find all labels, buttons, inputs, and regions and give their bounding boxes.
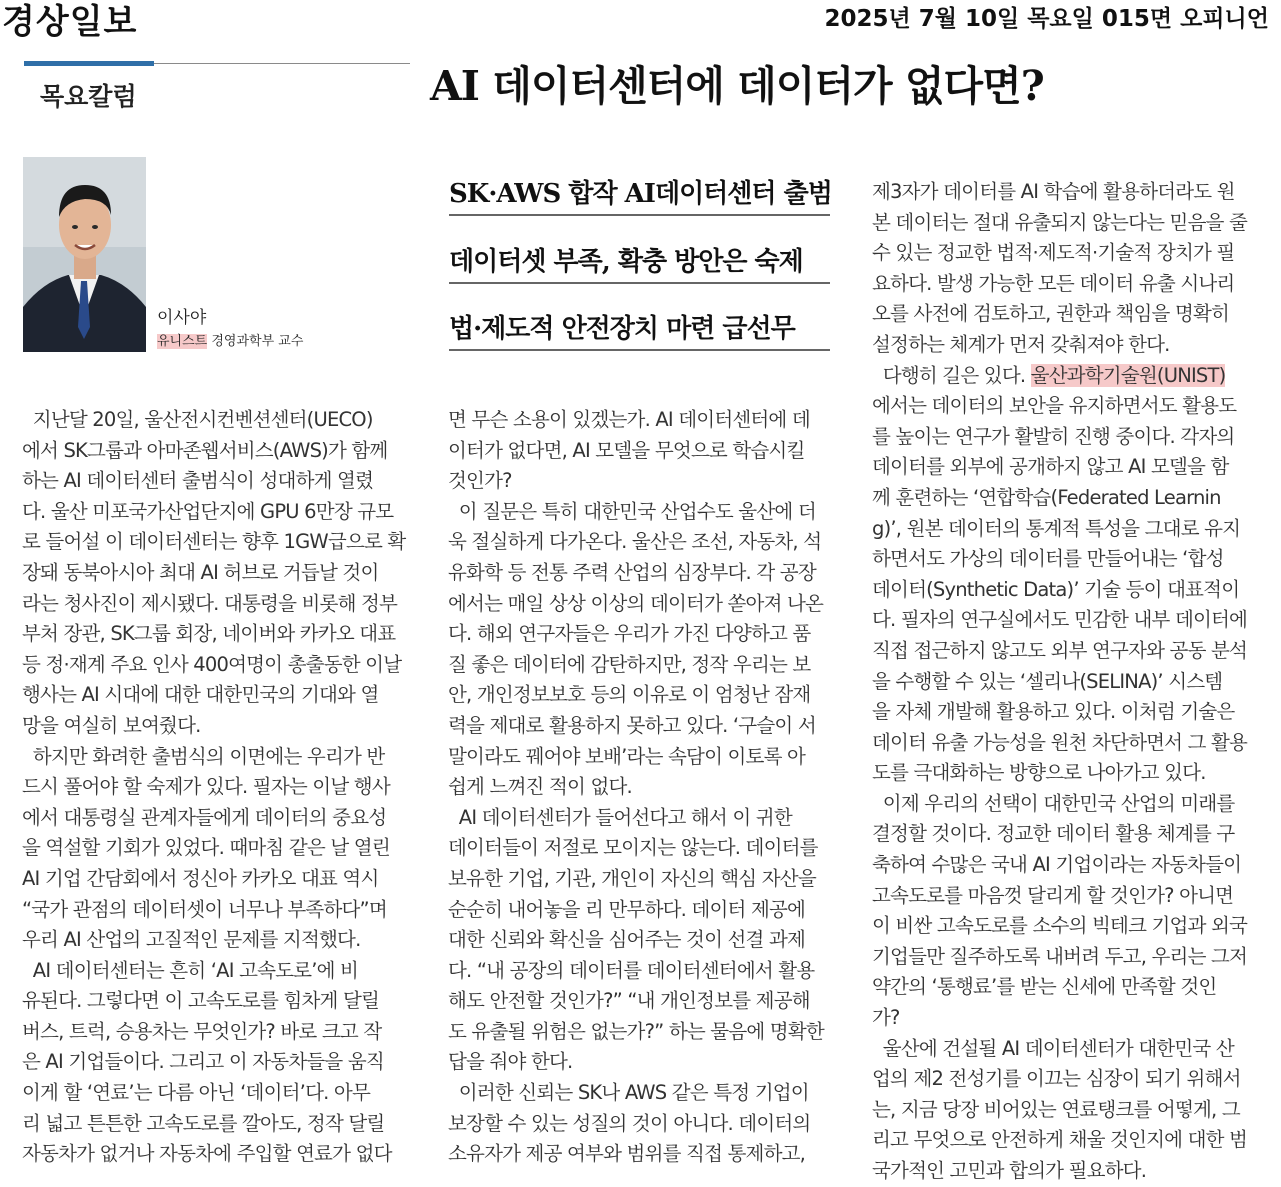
body-column-3-rest — [872, 391, 1264, 1186]
body-line: 등 정·재계 주요 인사 400여명이 총출동한 이날 — [22, 652, 402, 676]
affiliation-highlight: 유니스트 — [157, 334, 208, 349]
subhead-2: 데이터셋 부족, 확충 방안은 숙제 — [449, 247, 803, 277]
dateline: 2025년 7월 10일 목요일 015면 오피니언 — [824, 6, 1269, 32]
body-line: 유된다. 그렇다면 이 고속도로를 힘차게 달릴 — [22, 989, 380, 1013]
body-line: 하면서도 가상의 데이터를 만들어내는 ‘합성 — [872, 547, 1224, 571]
body-line: 유화학 등 전통 주력 산업의 심장부다. 각 공장 — [448, 560, 816, 584]
author-affiliation — [157, 333, 303, 351]
body-line: 고속도로를 마음껏 달리게 할 것인가? 아니면 — [872, 883, 1234, 907]
body-line: 우리 AI 산업의 고질적인 문제를 지적했다. — [22, 928, 361, 952]
body-line: 을 수행할 수 있는 ‘셀리나(SELINA)’ 시스템 — [872, 669, 1223, 693]
author-portrait-illustration — [23, 157, 146, 352]
body-line: 을 자체 개발해 활용하고 있다. 이처럼 기술은 — [872, 700, 1235, 724]
author-name: 이사야 — [157, 308, 207, 328]
body-line: 기업들만 질주하도록 내버려 두고, 우리는 그저 — [872, 944, 1248, 968]
body-line: 하지만 화려한 출범식의 이면에는 우리가 반 — [22, 744, 385, 768]
body-line: 대한 신뢰와 확신을 심어주는 것이 선결 과제 — [448, 928, 806, 952]
body-line: 이 질문은 특히 대한민국 산업수도 울산에 더 — [448, 499, 816, 523]
affiliation-text: 경영과학부 교수 — [207, 334, 304, 349]
body-column-1 — [22, 405, 414, 1170]
body-line: 데이터들이 저절로 모이지는 않는다. 데이터를 — [448, 836, 818, 860]
body-line: 이게 할 ‘연료’는 다름 아닌 ‘데이터’다. 아무 — [22, 1081, 370, 1105]
subhead-1: SK·AWS 합작 AI데이터센터 출범 — [449, 179, 832, 209]
body-line: 에서는 매일 상상 이상의 데이터가 쏟아져 나온 — [448, 591, 824, 615]
body-line: 본 데이터는 절대 유출되지 않는다는 믿음을 줄 — [872, 210, 1248, 234]
body-line: 를 높이는 연구가 활발히 진행 중이다. 각자의 — [872, 424, 1235, 448]
newspaper-masthead: 경상일보 — [2, 2, 138, 42]
body-line: 은 AI 기업들이다. 그리고 이 자동차들을 움직 — [22, 1050, 384, 1074]
body-line: 오를 사전에 검토하고, 권한과 책임을 명확히 — [872, 302, 1230, 326]
body-line: 로 들어설 이 데이터센터는 향후 1GW급으로 확 — [22, 530, 406, 554]
body-line: 안, 개인정보보호 등의 이유로 이 엄청난 잠재 — [448, 683, 811, 707]
body-line: 는, 지금 당장 비어있는 연료탱크를 어떻게, 그 — [872, 1097, 1240, 1121]
body-line: 수 있는 정교한 법적·제도적·기술적 장치가 필 — [872, 241, 1235, 265]
body-line: 결정할 것이다. 정교한 데이터 활용 체계를 구 — [872, 822, 1235, 846]
body-line: 소유자가 제공 여부와 범위를 직접 통제하고, — [448, 1142, 806, 1166]
body-line: AI 데이터센터가 들어선다고 해서 이 귀한 — [448, 805, 792, 829]
body-line: 울산에 건설될 AI 데이터센터가 대한민국 산 — [872, 1036, 1234, 1060]
body-line: 업의 제2 전성기를 이끄는 심장이 되기 위해서 — [872, 1067, 1241, 1091]
body-line: 지난달 20일, 울산전시컨벤션센터(UECO) — [22, 408, 373, 431]
body-column-3 — [872, 177, 1264, 1187]
body-line-highlighted — [872, 361, 1264, 392]
body-line: 자동차가 없거나 자동차에 주입할 연료가 없다 — [22, 1142, 392, 1166]
body-line: “국가 관점의 데이터셋이 너무나 부족하다”며 — [22, 897, 387, 921]
body-line: 다. 울산 미포국가산업단지에 GPU 6만장 규모 — [22, 499, 394, 523]
body-line: 도를 극대화하는 방향으로 나아가고 있다. — [872, 761, 1206, 785]
body-line: 답을 줘야 한다. — [448, 1050, 573, 1074]
body-line: 보유한 기업, 기관, 개인이 자신의 핵심 자산을 — [448, 866, 816, 890]
body-line: 약간의 ‘통행료’를 받는 신세에 만족할 것인 — [872, 975, 1217, 999]
body-line: 버스, 트럭, 승용차는 무엇인가? 바로 크고 작 — [22, 1019, 382, 1043]
body-line: 력을 제대로 활용하지 못하고 있다. ‘구슬이 서 — [448, 713, 816, 737]
body-line: 이 비싼 고속도로를 소수의 빅테크 기업과 외국 — [872, 914, 1248, 938]
unist-highlight: 울산과학기술원(UNIST) — [1030, 363, 1226, 387]
body-line: 보장할 수 있는 성질의 것이 아니다. 데이터의 — [448, 1111, 811, 1135]
body-line: 것인가? — [448, 469, 512, 493]
body-line: 드시 풀어야 할 숙제가 있다. 필자는 이날 행사 — [22, 775, 390, 799]
subhead-rule — [449, 282, 830, 284]
body-line: 라는 청사진이 제시됐다. 대통령을 비롯해 정부 — [22, 591, 398, 615]
body-line: 직접 접근하지 않고도 외부 연구자와 공동 분석 — [872, 638, 1248, 662]
body-column-2 — [448, 405, 840, 1170]
subhead-rule — [449, 349, 830, 351]
body-line: 에서는 데이터의 보안을 유지하면서도 활용도 — [872, 394, 1237, 418]
subhead-3: 법·제도적 안전장치 마련 급선무 — [449, 314, 795, 344]
body-line: 질 좋은 데이터에 감탄하지만, 정작 우리는 보 — [448, 652, 811, 676]
body-line: 국가적인 고민과 합의가 필요하다. — [872, 1159, 1147, 1182]
body-line: 행사는 AI 시대에 대한 대한민국의 기대와 열 — [22, 683, 379, 707]
body-line: 리 넓고 튼튼한 고속도로를 깔아도, 정작 달릴 — [22, 1111, 385, 1135]
body-line: 욱 절실하게 다가온다. 울산은 조선, 자동차, 석 — [448, 530, 822, 554]
body-line: 다. 해외 연구자들은 우리가 가진 다양하고 품 — [448, 622, 811, 646]
body-line: 이제 우리의 선택이 대한민국 산업의 미래를 — [872, 791, 1235, 815]
body-line: 축하여 수많은 국내 AI 기업이라는 자동차들이 — [872, 853, 1242, 877]
body-text: 다행히 길은 있다. — [872, 363, 1031, 387]
body-line: 이터가 없다면, AI 모델을 무엇으로 학습시킬 — [448, 438, 805, 462]
subhead-rule — [449, 214, 830, 216]
body-line: 다. 필자의 연구실에서도 민감한 내부 데이터에 — [872, 608, 1248, 632]
body-line: 을 역설할 기회가 있었다. 때마침 같은 날 열린 — [22, 836, 390, 860]
body-line: 에서 SK그룹과 아마존웹서비스(AWS)가 함께 — [22, 438, 388, 462]
body-line: 하는 AI 데이터센터 출범식이 성대하게 열렸 — [22, 469, 374, 493]
body-line: 데이터를 외부에 공개하지 않고 AI 모델을 함 — [872, 455, 1229, 479]
body-line: 데이터(Synthetic Data)’ 기술 등이 대표적이 — [872, 577, 1240, 601]
body-column-3-top — [872, 177, 1264, 361]
body-line: 데이터 유출 가능성을 원천 차단하면서 그 활용 — [872, 730, 1248, 754]
body-line: 쉽게 느껴진 적이 없다. — [448, 775, 632, 799]
body-line: 설정하는 체계가 먼저 갖춰져야 한다. — [872, 332, 1170, 356]
body-line: 에서 대통령실 관계자들에게 데이터의 중요성 — [22, 805, 387, 829]
body-line: g)’, 원본 데이터의 통계적 특성을 그대로 유지 — [872, 516, 1241, 540]
body-line: 면 무슨 소용이 있겠는가. AI 데이터센터에 데 — [448, 408, 810, 431]
column-label-accent-bar — [24, 61, 154, 66]
body-line: 도 유출될 위험은 없는가?” 하는 물음에 명확한 — [448, 1019, 824, 1043]
body-line: AI 기업 간담회에서 정신아 카카오 대표 역시 — [22, 866, 379, 890]
body-line: 요하다. 발생 가능한 모든 데이터 유출 시나리 — [872, 271, 1235, 295]
column-label: 목요칼럼 — [40, 82, 137, 111]
body-line: AI 데이터센터는 흔히 ‘AI 고속도로’에 비 — [22, 958, 359, 982]
body-line: 가? — [872, 1006, 900, 1030]
body-line: 부처 장관, SK그룹 회장, 네이버와 카카오 대표 — [22, 622, 396, 646]
article-headline: AI 데이터센터에 데이터가 없다면? — [430, 62, 1044, 110]
body-line: 제3자가 데이터를 AI 학습에 활용하더라도 원 — [872, 180, 1235, 203]
body-line: 순순히 내어놓을 리 만무하다. 데이터 제공에 — [448, 897, 806, 921]
body-line: 해도 안전할 것인가?” “내 개인정보를 제공해 — [448, 989, 810, 1013]
body-line: 께 훈련하는 ‘연합학습(Federated Learnin — [872, 485, 1221, 509]
body-line: 장돼 동북아시아 최대 AI 허브로 거듭날 것이 — [22, 560, 379, 584]
body-line: 말이라도 꿰어야 보배’라는 속담이 이토록 아 — [448, 744, 806, 768]
body-line: 망을 여실히 보여줬다. — [22, 713, 201, 737]
body-line: 리고 무엇으로 안전하게 채울 것인지에 대한 범 — [872, 1128, 1248, 1152]
body-line: 이러한 신뢰는 SK나 AWS 같은 특정 기업이 — [448, 1081, 809, 1105]
body-line: 다. “내 공장의 데이터를 데이터센터에서 활용 — [448, 958, 815, 982]
author-photo — [23, 157, 146, 352]
